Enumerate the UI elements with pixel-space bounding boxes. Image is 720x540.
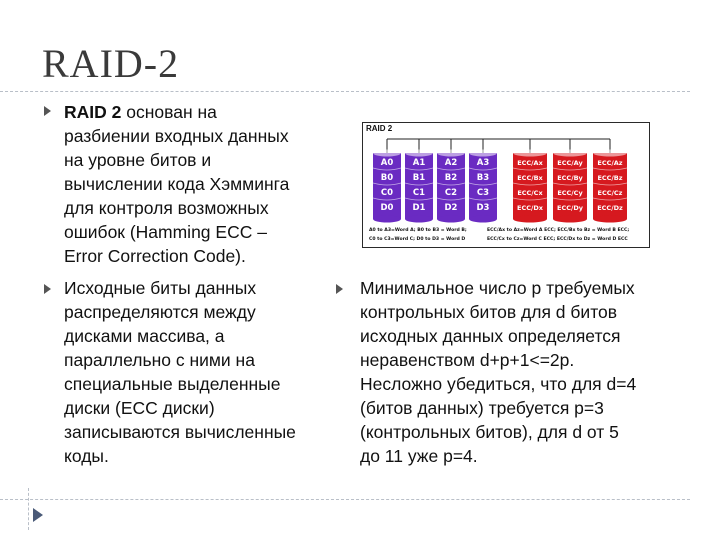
- bullet-line: Минимальное число p требуемых: [360, 278, 635, 298]
- disk-label: A2: [444, 158, 458, 168]
- footer-vertical-divider: [28, 488, 29, 530]
- bullet-lead: RAID 2: [64, 102, 122, 122]
- disk-label: ECC/Cx: [517, 189, 543, 197]
- disk-top: [469, 150, 497, 157]
- disk-label: D0: [380, 203, 394, 213]
- bullet-raid2-description: [64, 100, 289, 268]
- bullet-line: распределяются между: [64, 302, 256, 322]
- disk-top: [373, 150, 401, 157]
- bullet-arrow-icon: [336, 284, 343, 294]
- disk-label: B2: [444, 173, 458, 183]
- disk-bottom: [513, 216, 547, 223]
- disk-label: ECC/Dy: [557, 204, 583, 212]
- disk-label: B1: [412, 173, 426, 183]
- bullet-control-bits: [360, 276, 636, 468]
- disk-top: [553, 150, 587, 157]
- disk-label: ECC/Ay: [557, 159, 583, 167]
- disk-label: ECC/Bx: [517, 174, 543, 182]
- disk-top: [593, 150, 627, 157]
- disk-label: A0: [380, 158, 394, 168]
- bullet-line: до 11 уже p=4.: [360, 446, 478, 466]
- slide-title: RAID-2: [42, 41, 180, 86]
- disk-label: B3: [476, 173, 490, 183]
- disk-label: A3: [476, 158, 490, 168]
- bullet-line: параллельно с ними на: [64, 350, 255, 370]
- disk-label: D1: [412, 203, 426, 213]
- bullet-line: Исходные биты данных: [64, 278, 257, 298]
- diagram-canvas: [363, 123, 649, 247]
- disk-cylinder: [593, 150, 627, 223]
- footer-divider: [0, 499, 690, 500]
- bullet-line: (контрольных битов), для d от 5: [360, 422, 619, 442]
- bullet-line: записываются вычисленные: [64, 422, 296, 442]
- disk-bottom: [437, 216, 465, 223]
- caption-data-words: C0 to C3=Word C; D0 to D3 = Word D: [369, 237, 466, 242]
- raid2-diagram: [362, 122, 650, 248]
- disk-label: C3: [476, 188, 490, 198]
- disk-label: A1: [412, 158, 426, 168]
- caption-ecc-words: ECC/Ax to Az=Word A ECC; ECC/Bx to Bz = Word B ECC;: [487, 228, 630, 233]
- bullet-line: дисками массива, а: [64, 326, 225, 346]
- bullet-line: на уровне битов и: [64, 150, 212, 170]
- bullet-line: неравенством d+p+1<=2p.: [360, 350, 575, 370]
- disk-label: ECC/Cz: [597, 189, 623, 197]
- disk-cylinder: [513, 150, 547, 223]
- bullet-line: контрольных битов для d битов: [360, 302, 618, 322]
- disk-label: ECC/Az: [597, 159, 623, 167]
- bullet-line: для контроля возможных: [64, 198, 269, 218]
- disk-label: ECC/Ax: [517, 159, 543, 167]
- bullet-line: Несложно убедиться, что для d=4: [360, 374, 637, 394]
- disk-label: B0: [380, 173, 394, 183]
- disk-label: C0: [380, 188, 394, 198]
- disk-cylinder: [553, 150, 587, 223]
- disk-label: ECC/Bz: [597, 174, 623, 182]
- bullet-line: разбиении входных данных: [64, 126, 289, 146]
- slide-nav-arrow-icon[interactable]: [33, 508, 43, 522]
- disk-cylinder: [437, 150, 465, 223]
- disk-label: D2: [444, 203, 458, 213]
- disk-label: C2: [444, 188, 458, 198]
- disk-bottom: [469, 216, 497, 223]
- bullet-line: Error Correction Code).: [64, 246, 246, 266]
- disk-label: D3: [476, 203, 490, 213]
- disk-label: ECC/By: [557, 174, 583, 182]
- bullet-line: (битов данных) требуется p=3: [360, 398, 604, 418]
- diagram-title: RAID 2: [366, 124, 393, 133]
- disk-cylinder: [405, 150, 433, 223]
- bullet-arrow-icon: [44, 284, 51, 294]
- bullet-line: вычислении кода Хэмминга: [64, 174, 290, 194]
- disk-bottom: [593, 216, 627, 223]
- disk-top: [513, 150, 547, 157]
- title-divider: [0, 91, 690, 92]
- bullet-line: RAID 2 основан на: [64, 102, 217, 122]
- disk-top: [405, 150, 433, 157]
- bullet-line: диски (ECC диски): [64, 398, 215, 418]
- disk-bottom: [405, 216, 433, 223]
- bullet-data-distribution: [64, 276, 296, 468]
- disk-top: [437, 150, 465, 157]
- disk-cylinder: [373, 150, 401, 223]
- disk-cylinder: [469, 150, 497, 223]
- bullet-line: коды.: [64, 446, 109, 466]
- disk-label: ECC/Dz: [597, 204, 623, 212]
- disk-label: ECC/Cy: [557, 189, 583, 197]
- disk-bottom: [553, 216, 587, 223]
- disk-bottom: [373, 216, 401, 223]
- bullet-line: специальные выделенные: [64, 374, 281, 394]
- caption-data-words: A0 to A3=Word A; B0 to B3 = Word B;: [369, 228, 467, 233]
- caption-ecc-words: ECC/Cx to Cz=Word C ECC; ECC/Dx to Dz = Word D ECC: [487, 237, 628, 242]
- bullet-line: исходных данных определяется: [360, 326, 621, 346]
- bullet-line: ошибок (Hamming ECC –: [64, 222, 267, 242]
- disk-label: ECC/Dx: [517, 204, 543, 212]
- bullet-arrow-icon: [44, 106, 51, 116]
- disk-label: C1: [412, 188, 426, 198]
